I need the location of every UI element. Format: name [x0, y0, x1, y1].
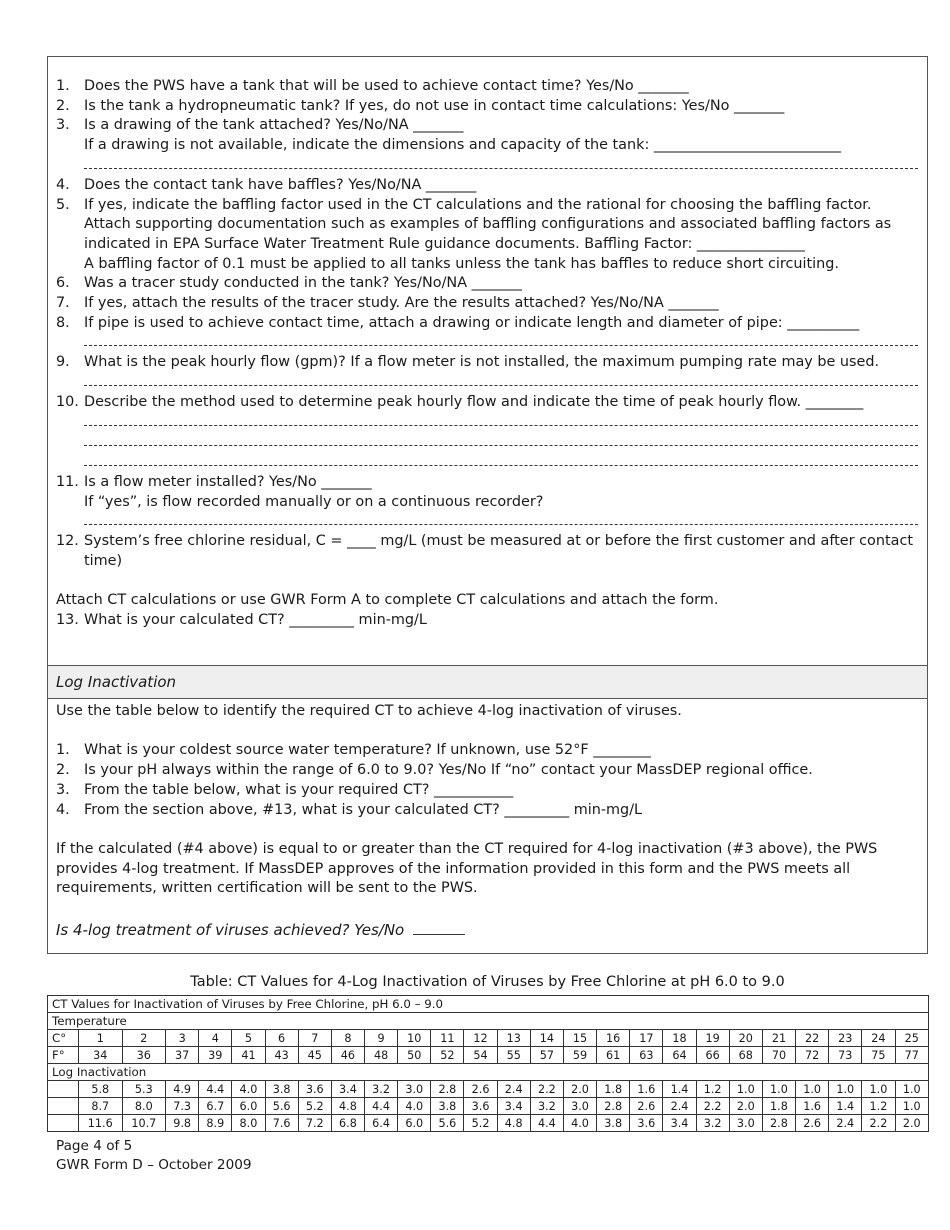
ct-cell: 2.4: [663, 1098, 696, 1115]
answer-line[interactable]: [84, 453, 918, 466]
question-10: 10. Describe the method used to determine peak hourly flow and indicate the time of peak hourly flow. ________: [56, 394, 864, 411]
fahrenheit-cell: 45: [298, 1047, 331, 1064]
ct-cell: 5.2: [464, 1115, 497, 1132]
fahrenheit-cell: 64: [663, 1047, 696, 1064]
celsius-cell: 7: [298, 1030, 331, 1047]
log-item-1: 1. What is your coldest source water temperature? If unknown, use 52°F ________: [56, 742, 651, 759]
ct-cell: 2.4: [829, 1115, 862, 1132]
ct-cell: 1.2: [862, 1098, 895, 1115]
log-inactivation-label: Log Inactivation: [48, 1064, 929, 1081]
ct-cell: 3.2: [696, 1115, 729, 1132]
celsius-cell: 24: [862, 1030, 895, 1047]
celsius-cell: 2: [122, 1030, 166, 1047]
fahrenheit-cell: 36: [122, 1047, 166, 1064]
ct-cell: 1.0: [895, 1098, 929, 1115]
fahrenheit-cell: 73: [829, 1047, 862, 1064]
table-header: CT Values for Inactivation of Viruses by Free Chlorine, pH 6.0 – 9.0: [48, 996, 929, 1013]
question-8: 8. If pipe is used to achieve contact time, attach a drawing or indicate length and diameter of pipe: __________: [56, 314, 860, 331]
ct-cell: 2.0: [563, 1081, 596, 1098]
ct-cell: 3.8: [265, 1081, 298, 1098]
ct-cell: 4.8: [331, 1098, 364, 1115]
ct-cell: 5.2: [298, 1098, 331, 1115]
fahrenheit-cell: 54: [464, 1047, 497, 1064]
ct-cell: 2.8: [431, 1081, 464, 1098]
page-number: Page 4 of 5: [56, 1138, 133, 1154]
ct-cell: 1.0: [862, 1081, 895, 1098]
fahrenheit-cell: 57: [530, 1047, 563, 1064]
ct-cell: 8.9: [199, 1115, 232, 1132]
fahrenheit-cell: 77: [895, 1047, 929, 1064]
temperature-label: Temperature: [48, 1013, 929, 1030]
ct-cell: 2.8: [762, 1115, 795, 1132]
question-7: 7. If yes, attach the results of the tracer study. Are the results attached? Yes/No/NA _______: [56, 295, 719, 312]
contact-time-section: [56, 77, 918, 631]
question-5-note: A baffling factor of 0.1 must be applied to all tanks unless the tank has baffles to reduce short circuiting.: [84, 255, 839, 272]
celsius-cell: 4: [199, 1030, 232, 1047]
question-11: 11. Is a flow meter installed? Yes/No _______: [56, 473, 372, 490]
question-6: 6. Was a tracer study conducted in the tank? Yes/No/NA _______: [56, 275, 522, 292]
fahrenheit-cell: 50: [398, 1047, 431, 1064]
fahrenheit-cell: 39: [199, 1047, 232, 1064]
celsius-cell: 25: [895, 1030, 929, 1047]
ct-values-table: [47, 995, 929, 1132]
fahrenheit-cell: 63: [630, 1047, 663, 1064]
answer-line[interactable]: [84, 156, 918, 169]
celsius-cell: 17: [630, 1030, 663, 1047]
question-1: 1. Does the PWS have a tank that will be used to achieve contact time? Yes/No _______: [56, 78, 689, 94]
ct-cell: 3.6: [630, 1115, 663, 1132]
answer-line[interactable]: [84, 433, 918, 446]
log-inactivation-section: [56, 702, 918, 941]
celsius-cell: 19: [696, 1030, 729, 1047]
page-footer: [56, 1137, 252, 1175]
ct-cell: 4.8: [497, 1115, 530, 1132]
ct-cell: 3.6: [464, 1098, 497, 1115]
ct-cell: 6.8: [331, 1115, 364, 1132]
ct-cell: 2.4: [497, 1081, 530, 1098]
fahrenheit-label: F°: [48, 1047, 79, 1064]
log-intro: Use the table below to identify the required CT to achieve 4-log inactivation of viruses.: [56, 703, 682, 719]
ct-cell: 2.2: [530, 1081, 563, 1098]
celsius-cell: 10: [398, 1030, 431, 1047]
ct-cell: 6.4: [365, 1115, 398, 1132]
fahrenheit-cell: 46: [331, 1047, 364, 1064]
answer-line[interactable]: [84, 373, 918, 386]
answer-line[interactable]: [84, 333, 918, 346]
ct-cell: 4.0: [398, 1098, 431, 1115]
celsius-cell: 12: [464, 1030, 497, 1047]
ct-cell: 2.2: [862, 1115, 895, 1132]
ct-cell: 1.6: [630, 1081, 663, 1098]
ct-cell: 1.0: [895, 1081, 929, 1098]
ct-cell: 7.3: [166, 1098, 199, 1115]
ct-cell: 2.6: [630, 1098, 663, 1115]
fahrenheit-cell: 72: [796, 1047, 829, 1064]
question-9: 9. What is the peak hourly flow (gpm)? If a flow meter is not installed, the maximum pumping rate may be used.: [56, 354, 880, 371]
fahrenheit-cell: 59: [563, 1047, 596, 1064]
ct-cell: 6.0: [232, 1098, 265, 1115]
ct-cell: 2.6: [796, 1115, 829, 1132]
fahrenheit-cell: 52: [431, 1047, 464, 1064]
celsius-cell: 14: [530, 1030, 563, 1047]
ct-cell: 1.0: [796, 1081, 829, 1098]
ct-cell: 2.2: [696, 1098, 729, 1115]
ct-cell: 3.8: [431, 1098, 464, 1115]
ct-cell: 1.8: [597, 1081, 630, 1098]
fahrenheit-cell: 34: [79, 1047, 123, 1064]
question-3-note: If a drawing is not available, indicate the dimensions and capacity of the tank: __________________________: [84, 137, 841, 154]
ct-cell: 3.0: [729, 1115, 762, 1132]
ct-cell: 4.4: [199, 1081, 232, 1098]
celsius-cell: 5: [232, 1030, 265, 1047]
celsius-cell: 13: [497, 1030, 530, 1047]
fahrenheit-cell: 70: [762, 1047, 795, 1064]
ct-cell: 9.8: [166, 1115, 199, 1132]
celsius-cell: 22: [796, 1030, 829, 1047]
celsius-cell: 9: [365, 1030, 398, 1047]
ct-cell: 3.0: [398, 1081, 431, 1098]
log-item-2: 2. Is your pH always within the range of 6.0 to 9.0? Yes/No If “no” contact your MassDEP regional office.: [56, 762, 813, 779]
ct-cell: 3.4: [497, 1098, 530, 1115]
fahrenheit-cell: 61: [597, 1047, 630, 1064]
ct-cell: 2.6: [464, 1081, 497, 1098]
ct-cell: 7.2: [298, 1115, 331, 1132]
answer-line[interactable]: [84, 413, 918, 426]
ct-cell: 8.0: [122, 1098, 166, 1115]
answer-blank[interactable]: [413, 922, 465, 935]
ct-cell: 4.0: [563, 1115, 596, 1132]
ct-cell: 1.4: [829, 1098, 862, 1115]
celsius-cell: 6: [265, 1030, 298, 1047]
ct-cell: 5.8: [79, 1081, 123, 1098]
celsius-cell: 20: [729, 1030, 762, 1047]
ct-cell: 4.4: [365, 1098, 398, 1115]
ct-cell: 1.0: [762, 1081, 795, 1098]
ct-cell: 1.0: [729, 1081, 762, 1098]
ct-cell: 5.6: [265, 1098, 298, 1115]
log-item-3: 3. From the table below, what is your required CT? ___________: [56, 781, 514, 798]
ct-cell: 1.0: [829, 1081, 862, 1098]
attach-ct-note: Attach CT calculations or use GWR Form A to complete CT calculations and attach the form.: [56, 592, 719, 609]
celsius-cell: 16: [597, 1030, 630, 1047]
celsius-cell: 23: [829, 1030, 862, 1047]
log-item-4: 4. From the section above, #13, what is your calculated CT? _________ min-mg/L: [56, 801, 643, 818]
form-id: GWR Form D – October 2009: [56, 1157, 252, 1173]
log-final-question: Is 4-log treatment of viruses achieved? Yes/No: [56, 921, 918, 942]
ct-cell: 11.6: [79, 1115, 123, 1132]
table-title: Table: CT Values for 4-Log Inactivation of Viruses by Free Chlorine at pH 6.0 to 9.0: [190, 974, 785, 990]
ct-cell: 7.6: [265, 1115, 298, 1132]
ct-cell: 5.6: [431, 1115, 464, 1132]
question-5: 5. If yes, indicate the baffling factor used in the CT calculations and the rational for choosing the baffling factor. Attach supporting documentation such as examples of baffling configurations and associated baffling factors as indicated in EPA Surface Water Treatment Rule guidance documents. Baffling Factor: _______________: [56, 196, 892, 252]
celsius-cell: 8: [331, 1030, 364, 1047]
ct-cell: 1.6: [796, 1098, 829, 1115]
ct-cell: 3.0: [563, 1098, 596, 1115]
ct-cell: 3.4: [331, 1081, 364, 1098]
celsius-cell: 15: [563, 1030, 596, 1047]
question-11-note: If “yes”, is flow recorded manually or on a continuous recorder?: [84, 493, 544, 510]
ct-cell: 4.4: [530, 1115, 563, 1132]
fahrenheit-cell: 68: [729, 1047, 762, 1064]
ct-cell: 4.0: [232, 1081, 265, 1098]
question-2: 2. Is the tank a hydropneumatic tank? If yes, do not use in contact time calculations: Yes/No _______: [56, 97, 785, 114]
answer-line[interactable]: [84, 512, 918, 525]
ct-cell: 8.7: [79, 1098, 123, 1115]
ct-cell: 1.4: [663, 1081, 696, 1098]
ct-cell: 3.2: [365, 1081, 398, 1098]
celsius-cell: 11: [431, 1030, 464, 1047]
form-frame: [47, 56, 928, 954]
ct-cell: 10.7: [122, 1115, 166, 1132]
ct-cell: 6.7: [199, 1098, 232, 1115]
question-4: 4. Does the contact tank have baffles? Yes/No/NA _______: [56, 176, 477, 193]
ct-cell: 1.8: [762, 1098, 795, 1115]
ct-cell: 3.8: [597, 1115, 630, 1132]
fahrenheit-cell: 55: [497, 1047, 530, 1064]
celsius-cell: 18: [663, 1030, 696, 1047]
question-3: 3. Is a drawing of the tank attached? Yes/No/NA _______: [56, 117, 464, 134]
fahrenheit-cell: 48: [365, 1047, 398, 1064]
ct-cell: 8.0: [232, 1115, 265, 1132]
ct-cell: 4.9: [166, 1081, 199, 1098]
log-paragraph: If the calculated (#4 above) is equal to or greater than the CT required for 4-log inactivation (#3 above), the PWS provides 4-log treatment. If MassDEP approves of the information provided in this form and the PWS meets all requirements, written certification will be sent to the PWS.: [56, 840, 878, 897]
celsius-cell: 1: [79, 1030, 123, 1047]
question-13: 13. What is your calculated CT? _________ min-mg/L: [56, 612, 427, 629]
ct-cell: 3.6: [298, 1081, 331, 1098]
question-12: 12. System’s free chlorine residual, C = ____ mg/L (must be measured at or before the first customer and after contact time): [56, 533, 913, 569]
ct-cell: 2.8: [597, 1098, 630, 1115]
celsius-cell: 21: [762, 1030, 795, 1047]
ct-cell: 2.0: [895, 1115, 929, 1132]
ct-cell: 3.4: [663, 1115, 696, 1132]
fahrenheit-cell: 37: [166, 1047, 199, 1064]
ct-cell: 6.0: [398, 1115, 431, 1132]
ct-cell: 5.3: [122, 1081, 166, 1098]
ct-cell: 1.2: [696, 1081, 729, 1098]
fahrenheit-cell: 41: [232, 1047, 265, 1064]
ct-cell: 3.2: [530, 1098, 563, 1115]
fahrenheit-cell: 43: [265, 1047, 298, 1064]
celsius-label: C°: [48, 1030, 79, 1047]
log-inactivation-heading: Log Inactivation: [48, 665, 927, 699]
ct-cell: 2.0: [729, 1098, 762, 1115]
celsius-cell: 3: [166, 1030, 199, 1047]
fahrenheit-cell: 66: [696, 1047, 729, 1064]
fahrenheit-cell: 75: [862, 1047, 895, 1064]
